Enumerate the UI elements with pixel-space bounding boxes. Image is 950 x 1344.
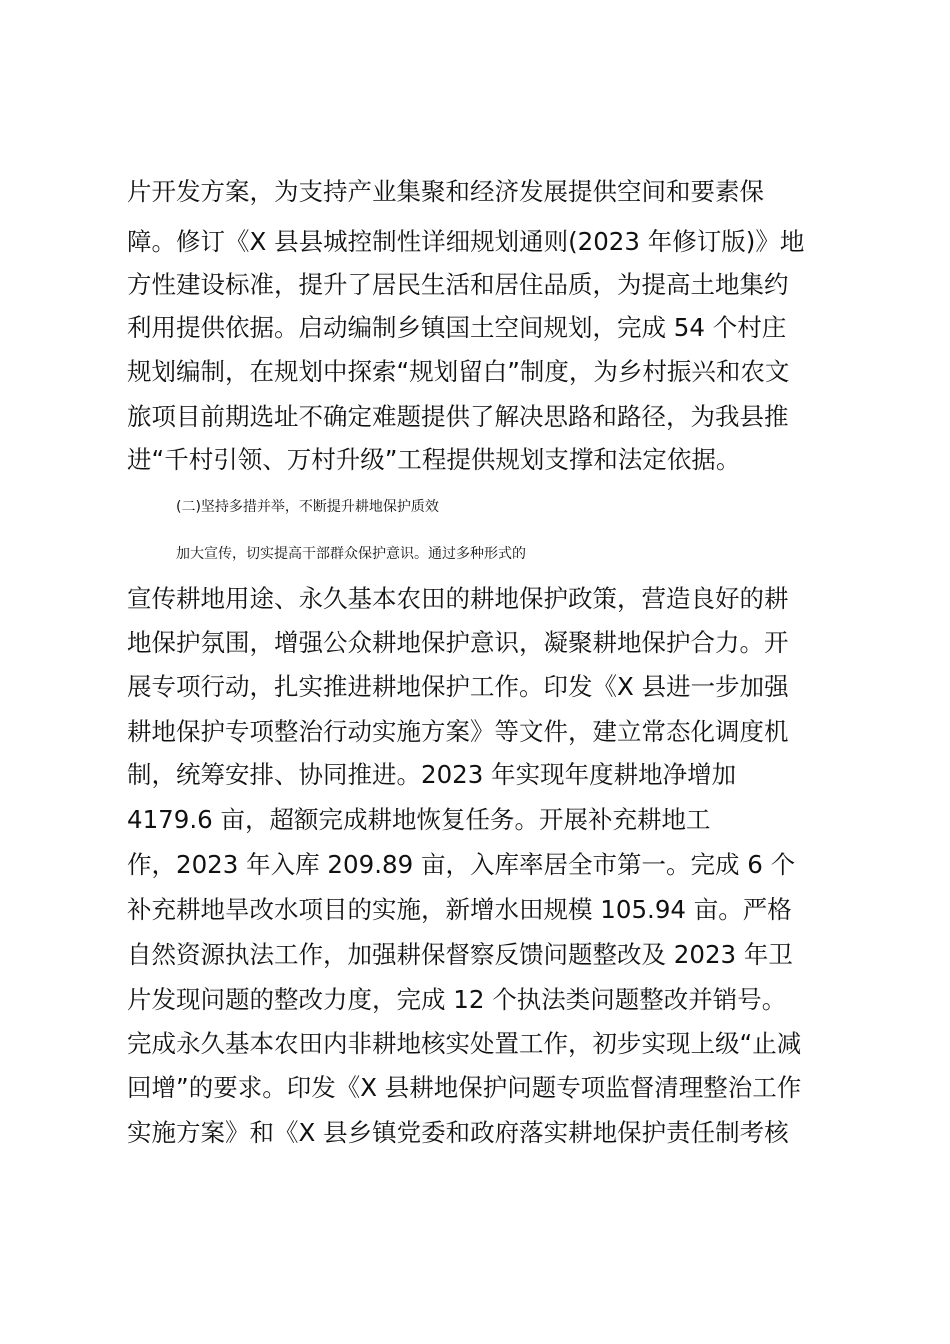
paragraph-line: 展专项行动，扎实推进耕地保护工作。印发《X 县进一步加强 (127, 672, 789, 701)
paragraph-line: 片开发方案，为支持产业集聚和经济发展提供空间和要素保 (127, 177, 764, 206)
paragraph-line: 进“千村引领、万村升级”工程提供规划支撑和法定依据。 (127, 445, 741, 474)
paragraph-line: 实施方案》和《X 县乡镇党委和政府落实耕地保护责任制考核 (127, 1118, 789, 1147)
paragraph-line: 自然资源执法工作，加强耕保督察反馈问题整改及 2023 年卫 (127, 940, 793, 969)
paragraph-line: 完成永久基本农田内非耕地核实处置工作，初步实现上级“止减 (127, 1029, 802, 1058)
paragraph-line: 片发现问题的整改力度，完成 12 个执法类问题整改并销号。 (127, 985, 787, 1014)
paragraph-line: 回增”的要求。印发《X 县耕地保护问题专项监督清理整治工作 (127, 1073, 802, 1102)
paragraph-line: 补充耕地旱改水项目的实施，新增水田规模 105.94 亩。严格 (127, 895, 792, 924)
paragraph-line: 障。修订《X 县县城控制性详细规划通则(2023 年修订版)》地 (127, 227, 805, 256)
paragraph-line: 方性建设标准，提升了居民生活和居住品质，为提高土地集约 (127, 270, 789, 299)
paragraph-line: 利用提供依据。启动编制乡镇国土空间规划，完成 54 个村庄 (127, 313, 787, 342)
paragraph-line: 加大宣传，切实提高干部群众保护意识。通过多种形式的 (176, 546, 526, 562)
paragraph-line: 耕地保护专项整治行动实施方案》等文件，建立常态化调度机 (127, 717, 789, 746)
section-heading: (二)坚持多措并举，不断提升耕地保护质效 (176, 499, 439, 515)
paragraph-line: 规划编制，在规划中探索“规划留白”制度，为乡村振兴和农文 (127, 357, 790, 386)
paragraph-line: 4179.6 亩，超额完成耕地恢复任务。开展补充耕地工 (127, 805, 711, 834)
paragraph-line: 宣传耕地用途、永久基本农田的耕地保护政策，营造良好的耕 (127, 584, 789, 613)
paragraph-line: 作，2023 年入库 209.89 亩，入库率居全市第一。完成 6 个 (127, 850, 796, 879)
paragraph-line: 地保护氛围，增强公众耕地保护意识，凝聚耕地保护合力。开 (127, 628, 789, 657)
paragraph-line: 制，统筹安排、协同推进。2023 年实现年度耕地净增加 (127, 760, 737, 789)
paragraph-line: 旅项目前期选址不确定难题提供了解决思路和路径，为我县推 (127, 402, 789, 431)
